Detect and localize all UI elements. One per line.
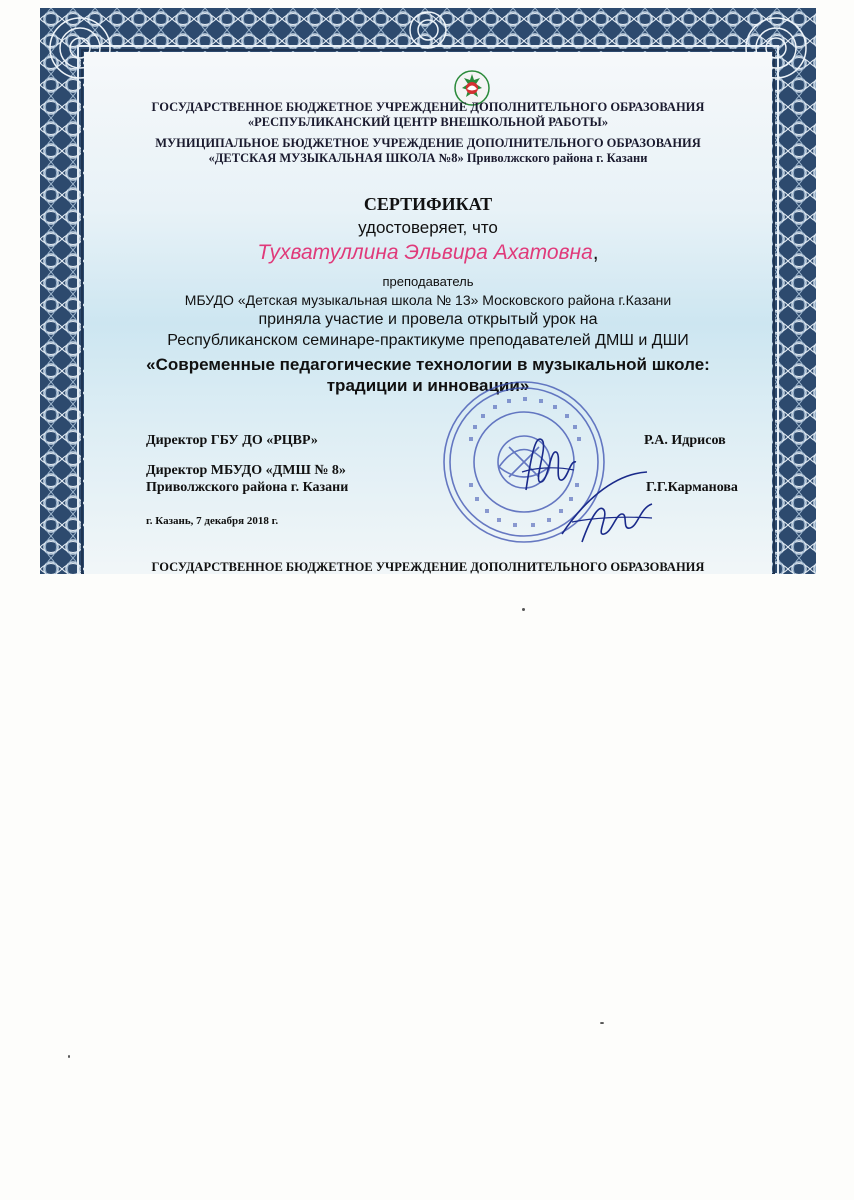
scan-speck [600, 1022, 604, 1024]
director-1-name: Р.А. Идрисов [644, 433, 726, 448]
recipient-role: преподаватель [382, 274, 474, 289]
director-2-name: Г.Г.Карманова [646, 480, 738, 495]
scan-speck [68, 1055, 70, 1058]
place-date: г. Казань, 7 декабря 2018 г. [146, 515, 279, 527]
director-2-title-line-1: Директор МБУДО «ДМШ № 8» [146, 463, 346, 478]
certifies-text: удостоверяет, что [358, 218, 498, 237]
header-line-3: МУНИЦИПАЛЬНОЕ БЮДЖЕТНОЕ УЧРЕЖДЕНИЕ ДОПОЛНИТЕЛЬНОГО ОБРАЗОВАНИЯ [155, 136, 701, 150]
header-line-4: «ДЕТСКАЯ МУЗЫКАЛЬНАЯ ШКОЛА №8» Приволжского района г. Казани [208, 151, 648, 165]
event-text: Республиканском семинаре-практикуме преподавателей ДМШ и ДШИ [167, 332, 689, 349]
topic-line-1: «Современные педагогические технологии в музыкальной школе: [146, 355, 710, 374]
director-2-title-line-2: Приволжского района г. Казани [146, 480, 349, 495]
certificate-title: СЕРТИФИКАТ [363, 194, 493, 214]
header-line-2: «РЕСПУБЛИКАНСКИЙ ЦЕНТР ВНЕШКОЛЬНОЙ РАБОТЫ» [247, 115, 609, 129]
signature-2-icon [552, 464, 662, 554]
header-line-1: ГОСУДАРСТВЕННОЕ БЮДЖЕТНОЕ УЧРЕЖДЕНИЕ ДОПОЛНИТЕЛЬНОГО ОБРАЗОВАНИЯ [151, 100, 705, 114]
recipient-organization: МБУДО «Детская музыкальная школа № 13» Московского района г.Казани [184, 292, 672, 308]
footer-strip-text: ГОСУДАРСТВЕННОЕ БЮДЖЕТНОЕ УЧРЕЖДЕНИЕ ДОПОЛНИТЕЛЬНОГО ОБРАЗОВАНИЯ [151, 560, 705, 574]
recipient-name: Тухватуллина Эльвира Ахатовна [257, 241, 593, 264]
certificate-body [84, 52, 772, 574]
scan-speck [522, 608, 525, 611]
topic-line-2: традиции и инновации» [326, 376, 530, 395]
participation-text: приняла участие и провела открытый урок на [258, 311, 598, 328]
recipient-comma: , [592, 241, 599, 264]
recipient-name-line [84, 241, 772, 265]
director-1-title: Директор ГБУ ДО «РЦВР» [146, 433, 318, 448]
certificate-sheet [40, 8, 816, 574]
